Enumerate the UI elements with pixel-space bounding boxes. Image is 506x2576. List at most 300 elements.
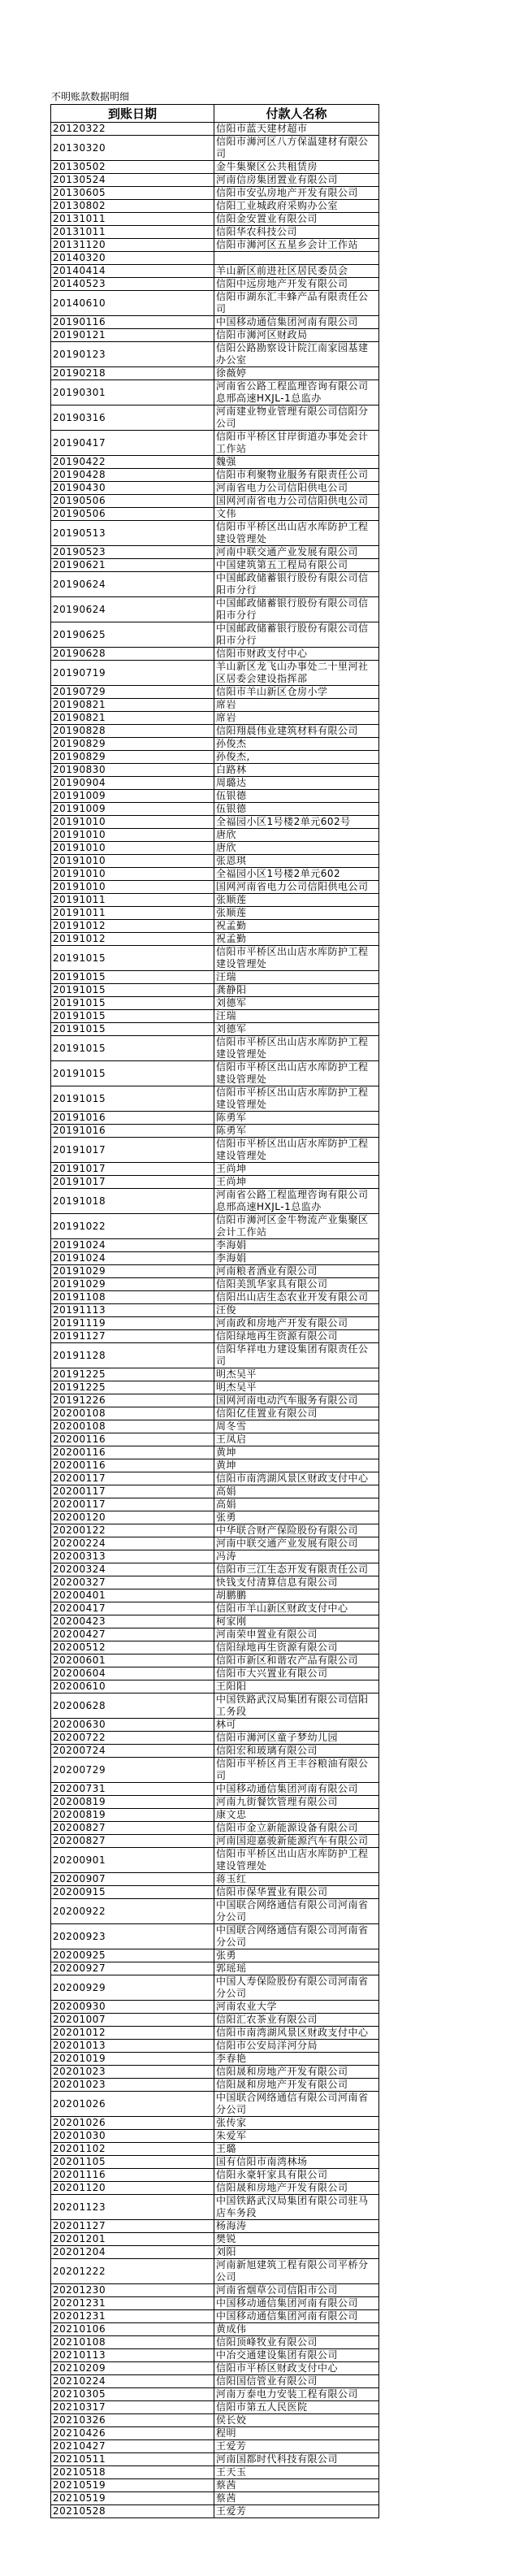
arrival-date-cell: 20200923 xyxy=(51,1924,214,1949)
arrival-date-cell: 20200604 xyxy=(51,1667,214,1680)
payer-name-cell: 张顺莲 xyxy=(214,894,379,907)
arrival-date-cell: 20201013 xyxy=(51,2040,214,2053)
payer-name-cell: 刘德军 xyxy=(214,1023,379,1036)
payer-name-cell: 中国移动通信集团河南有限公司 xyxy=(214,2310,379,2323)
table-row xyxy=(51,2414,379,2427)
arrival-date-cell: 20210113 xyxy=(51,2349,214,2362)
table-row xyxy=(51,1330,379,1343)
payer-name-cell: 樊锐 xyxy=(214,2233,379,2246)
table-row xyxy=(51,1628,379,1641)
arrival-date-cell: 20191024 xyxy=(51,1252,214,1265)
arrival-date-cell: 20200117 xyxy=(51,1485,214,1498)
arrival-date-cell: 20200224 xyxy=(51,1537,214,1550)
payer-name-cell: 信阳市三江生态开发有限责任公司 xyxy=(214,1563,379,1576)
table-row xyxy=(51,1550,379,1563)
arrival-date-cell: 20140610 xyxy=(51,291,214,316)
payer-name-cell: 高娟 xyxy=(214,1485,379,1498)
arrival-date-cell: 20200116 xyxy=(51,1446,214,1459)
payer-name-cell: 信阳市新区和谐农产品有限公司 xyxy=(214,1654,379,1667)
payer-name-cell: 信阳市南湾湖风景区财政支付中心 xyxy=(214,2027,379,2040)
payer-name-cell: 信阳市羊山新区财政支付中心 xyxy=(214,1602,379,1615)
payer-name-cell: 席岩 xyxy=(214,712,379,725)
arrival-date-cell: 20191018 xyxy=(51,1189,214,1214)
payer-name-cell: 王天玉 xyxy=(214,2466,379,2479)
arrival-date-cell: 20200117 xyxy=(51,1472,214,1485)
table-row xyxy=(51,1576,379,1589)
payer-name-cell: 信阳市平桥区出山店水库防护工程建设管理处 xyxy=(214,521,379,546)
table-row xyxy=(51,265,379,278)
arrival-date-cell: 20200827 xyxy=(51,1822,214,1835)
payer-name-cell: 王爱芳 xyxy=(214,2505,379,2518)
table-row xyxy=(51,1615,379,1628)
payer-name-cell: 徐薇婷 xyxy=(214,367,379,380)
arrival-date-cell: 20200117 xyxy=(51,1498,214,1511)
payer-name-cell: 信阳市平桥区出山店水库防护工程建设管理处 xyxy=(214,1061,379,1086)
payer-name-cell: 中国移动通信集团河南有限公司 xyxy=(214,316,379,329)
arrival-date-cell: 20200108 xyxy=(51,1407,214,1420)
table-row xyxy=(51,1394,379,1407)
table-row xyxy=(51,712,379,725)
table-row xyxy=(51,1086,379,1112)
table-row xyxy=(51,1343,379,1368)
arrival-date-cell: 20191015 xyxy=(51,984,214,997)
table-row xyxy=(51,1407,379,1420)
table-row xyxy=(51,1758,379,1783)
payer-name-cell: 全福园小区1号楼2单元602 xyxy=(214,868,379,881)
table-row xyxy=(51,790,379,803)
table-row xyxy=(51,2453,379,2466)
table-row xyxy=(51,1667,379,1680)
arrival-date-cell: 20201023 xyxy=(51,2079,214,2092)
arrival-date-cell: 20191128 xyxy=(51,1343,214,1368)
payer-name-cell: 河南万泰电力安装工程有限公司 xyxy=(214,2388,379,2401)
arrival-date-cell: 20191024 xyxy=(51,1239,214,1252)
payer-name-cell: 信阳国信管业有限公司 xyxy=(214,2375,379,2388)
arrival-date-cell: 20190218 xyxy=(51,367,214,380)
arrival-date-cell: 20201023 xyxy=(51,2066,214,2079)
payer-name-cell: 快钱支付清算信息有限公司 xyxy=(214,1576,379,1589)
payer-name-cell: 信阳市浉河区金牛物流产业集聚区会计工作站 xyxy=(214,1214,379,1239)
table-row xyxy=(51,2284,379,2297)
table-row xyxy=(51,1873,379,1886)
table-row xyxy=(51,1239,379,1252)
table-row xyxy=(51,367,379,380)
arrival-date-cell: 20190123 xyxy=(51,342,214,367)
arrival-date-cell: 20130320 xyxy=(51,136,214,161)
payer-name-cell: 祝孟勤 xyxy=(214,933,379,946)
payer-name-cell: 河南国迎嘉骏新能源汽车有限公司 xyxy=(214,1835,379,1848)
arrival-date-cell: 20191016 xyxy=(51,1125,214,1138)
payer-name-cell: 王尚坤 xyxy=(214,1163,379,1176)
arrival-date-cell: 20191010 xyxy=(51,816,214,829)
payer-name-cell: 王凤启 xyxy=(214,1433,379,1446)
payer-name-cell: 侯长姣 xyxy=(214,2414,379,2427)
payer-name-cell: 河南九街餐饮管理有限公司 xyxy=(214,1796,379,1809)
payer-name-cell: 河南中联交通产业发展有限公司 xyxy=(214,546,379,559)
table-row xyxy=(51,816,379,829)
table-row xyxy=(51,1835,379,1848)
payer-name-cell: 羊山新区前进社区居民委员会 xyxy=(214,265,379,278)
payer-name-cell: 蒋玉红 xyxy=(214,1873,379,1886)
arrival-date-cell: 20190506 xyxy=(51,508,214,521)
payer-name-cell: 信阳市平桥区出山店水库防护工程建设管理处 xyxy=(214,1086,379,1112)
table-row xyxy=(51,1036,379,1061)
arrival-date-cell: 20191017 xyxy=(51,1138,214,1163)
arrival-date-cell: 20131120 xyxy=(51,239,214,252)
arrival-date-cell: 20191010 xyxy=(51,855,214,868)
payer-name-cell: 伍银德 xyxy=(214,790,379,803)
table-row xyxy=(51,2195,379,2220)
table-row xyxy=(51,1368,379,1381)
arrival-date-cell: 20190821 xyxy=(51,712,214,725)
table-row xyxy=(51,1138,379,1163)
arrival-date-cell: 20191016 xyxy=(51,1112,214,1125)
table-row xyxy=(51,1278,379,1291)
payer-name-cell: 中国邮政储蓄银行股份有限公司信阳市分行 xyxy=(214,572,379,597)
arrival-date-cell: 20201019 xyxy=(51,2053,214,2066)
arrival-date-cell: 20191015 xyxy=(51,1010,214,1023)
arrival-date-cell: 20190624 xyxy=(51,572,214,597)
payer-name-cell: 国网河南电动汽车服务有限公司 xyxy=(214,1394,379,1407)
payer-name-cell: 魏强 xyxy=(214,456,379,469)
arrival-date-cell: 20190719 xyxy=(51,661,214,686)
arrival-date-cell: 20201120 xyxy=(51,2182,214,2195)
payer-name-cell: 信阳市平桥区肖王丰谷粮油有限公司 xyxy=(214,1758,379,1783)
payer-name-cell: 全福园小区1号楼2单元602号 xyxy=(214,816,379,829)
payer-name-cell: 信阳市财政支付中心 xyxy=(214,648,379,661)
table-row xyxy=(51,239,379,252)
payer-name-cell: 中国移动通信集团河南有限公司 xyxy=(214,2297,379,2310)
table-row xyxy=(51,559,379,572)
arrival-date-cell: 20210426 xyxy=(51,2427,214,2440)
arrival-date-cell: 20131011 xyxy=(51,213,214,226)
table-row xyxy=(51,842,379,855)
payer-name-cell: 河南省公路工程监理咨询有限公司息邢高速HXJL-1总监办 xyxy=(214,1189,379,1214)
payer-name-cell: 中国人寿保险股份有限公司河南省分公司 xyxy=(214,1975,379,2001)
payer-name-cell: 信阳市公安局洋河分局 xyxy=(214,2040,379,2053)
payer-name-cell: 祝孟勤 xyxy=(214,920,379,933)
table-row xyxy=(51,1010,379,1023)
table-row xyxy=(51,777,379,790)
arrival-date-cell: 20191010 xyxy=(51,842,214,855)
table-row xyxy=(51,1061,379,1086)
table-row xyxy=(51,316,379,329)
arrival-date-cell: 20200327 xyxy=(51,1576,214,1589)
table-row xyxy=(51,984,379,997)
arrival-date-cell: 20201102 xyxy=(51,2143,214,2156)
payer-name-cell: 王爱芳 xyxy=(214,2440,379,2453)
table-row xyxy=(51,1602,379,1615)
payer-name-cell: 王阳阳 xyxy=(214,1680,379,1693)
payer-name-cell: 李春艳 xyxy=(214,2053,379,2066)
table-row xyxy=(51,725,379,738)
table-row xyxy=(51,342,379,367)
table-row xyxy=(51,2505,379,2518)
table-row xyxy=(51,1809,379,1822)
arrival-date-cell: 20191015 xyxy=(51,1086,214,1112)
arrival-date-cell: 20190523 xyxy=(51,546,214,559)
arrival-date-cell: 20190830 xyxy=(51,764,214,777)
table-row xyxy=(51,2246,379,2259)
payer-name-cell: 高娟 xyxy=(214,1498,379,1511)
arrival-date-cell: 20191017 xyxy=(51,1176,214,1189)
arrival-date-cell: 20201116 xyxy=(51,2169,214,2182)
table-row xyxy=(51,1641,379,1654)
payer-name-cell: 康文忠 xyxy=(214,1809,379,1822)
table-row xyxy=(51,495,379,508)
arrival-date-cell: 20201230 xyxy=(51,2284,214,2297)
table-row xyxy=(51,1163,379,1176)
table-row xyxy=(51,482,379,495)
arrival-date-cell: 20190628 xyxy=(51,648,214,661)
payer-name-cell: 河南省电力公司信阳供电公司 xyxy=(214,482,379,495)
payer-name-cell: 张勇 xyxy=(214,1511,379,1524)
arrival-date-cell: 20201231 xyxy=(51,2310,214,2323)
table-row xyxy=(51,1472,379,1485)
table-row xyxy=(51,2092,379,2117)
table-row xyxy=(51,1189,379,1214)
table-row xyxy=(51,1252,379,1265)
payer-name-cell: 白路林 xyxy=(214,764,379,777)
arrival-date-cell: 20190904 xyxy=(51,777,214,790)
table-row xyxy=(51,1899,379,1924)
payer-name-cell xyxy=(214,252,379,265)
arrival-date-cell: 20200929 xyxy=(51,1975,214,2001)
payer-name-cell: 信阳晟和房地产开发有限公司 xyxy=(214,2182,379,2195)
payer-name-cell: 信阳华农科技公司 xyxy=(214,226,379,239)
payer-name-cell: 信阳工业城政府采购办公室 xyxy=(214,200,379,213)
arrival-date-cell: 20190828 xyxy=(51,725,214,738)
payer-name-cell: 信阳美凯华家具有限公司 xyxy=(214,1278,379,1291)
payer-name-cell: 王尚坤 xyxy=(214,1176,379,1189)
table-row xyxy=(51,1112,379,1125)
payer-name-cell: 信阳市浉河区五星乡会计工作站 xyxy=(214,239,379,252)
table-row xyxy=(51,855,379,868)
table-row xyxy=(51,252,379,265)
arrival-date-cell: 20200827 xyxy=(51,1835,214,1848)
table-row xyxy=(51,597,379,622)
payer-name-cell: 河南建业物业管理有限公司信阳分公司 xyxy=(214,405,379,431)
table-row xyxy=(51,1732,379,1745)
payer-name-cell: 国网河南省电力公司信阳供电公司 xyxy=(214,881,379,894)
table-row xyxy=(51,2492,379,2505)
payer-name-cell: 信阳市南湾湖风景区财政支付中心 xyxy=(214,1472,379,1485)
table-row xyxy=(51,1745,379,1758)
payer-name-cell: 中国联合网络通信有限公司河南省分公司 xyxy=(214,1924,379,1949)
arrival-date-cell: 20190829 xyxy=(51,751,214,764)
table-row xyxy=(51,187,379,200)
payer-name-cell: 周璐达 xyxy=(214,777,379,790)
arrival-date-cell: 20191010 xyxy=(51,881,214,894)
table-row xyxy=(51,2014,379,2027)
payer-name-cell: 中国移动通信集团河南有限公司 xyxy=(214,1783,379,1796)
payer-name-cell: 程明 xyxy=(214,2427,379,2440)
payer-name-cell: 信阳绿地再生资源有限公司 xyxy=(214,1641,379,1654)
arrival-date-cell: 20140414 xyxy=(51,265,214,278)
arrival-date-cell: 20210317 xyxy=(51,2401,214,2414)
arrival-date-cell: 20191029 xyxy=(51,1265,214,1278)
table-row xyxy=(51,1537,379,1550)
table-row xyxy=(51,1381,379,1394)
arrival-date-cell: 20190417 xyxy=(51,431,214,456)
payer-name-cell: 刘阳 xyxy=(214,2246,379,2259)
payer-name-cell: 信阳市浉河区财政局 xyxy=(214,329,379,342)
arrival-date-cell: 20210224 xyxy=(51,2375,214,2388)
arrival-date-cell: 20210519 xyxy=(51,2479,214,2492)
table-row xyxy=(51,1563,379,1576)
table-row xyxy=(51,1693,379,1719)
arrival-date-cell: 20200927 xyxy=(51,1962,214,1975)
payer-name-cell: 河南信房集团置业有限公司 xyxy=(214,174,379,187)
arrival-date-cell: 20190506 xyxy=(51,495,214,508)
table-row xyxy=(51,2182,379,2195)
table-row xyxy=(51,456,379,469)
table-row xyxy=(51,1848,379,1873)
payer-name-cell: 信阳市大兴置业有限公司 xyxy=(214,1667,379,1680)
table-row xyxy=(51,2001,379,2014)
payer-name-cell: 河南新旭建筑工程有限公司平桥分公司 xyxy=(214,2259,379,2284)
payer-name-cell: 明杰吴平 xyxy=(214,1368,379,1381)
payer-name-cell: 中华联合财产保险股份有限公司 xyxy=(214,1524,379,1537)
arrival-date-cell: 20190301 xyxy=(51,380,214,405)
table-row xyxy=(51,1796,379,1809)
arrival-date-cell: 20191108 xyxy=(51,1291,214,1304)
payer-name-cell: 国网河南省电力公司信阳供电公司 xyxy=(214,495,379,508)
table-row xyxy=(51,2040,379,2053)
payer-name-cell: 唐欣 xyxy=(214,829,379,842)
payer-name-cell: 信阳市浉河区八方保温建材有限公司 xyxy=(214,136,379,161)
arrival-date-cell: 20200610 xyxy=(51,1680,214,1693)
payer-name-cell: 郭瑶瑶 xyxy=(214,1962,379,1975)
table-row xyxy=(51,2440,379,2453)
payer-name-cell: 蔡茜 xyxy=(214,2492,379,2505)
table-row xyxy=(51,829,379,842)
payer-name-cell: 席岩 xyxy=(214,699,379,712)
table-row xyxy=(51,1589,379,1602)
table-row xyxy=(51,868,379,881)
table-row xyxy=(51,200,379,213)
table-row xyxy=(51,469,379,482)
payer-name-cell: 中冶交通建设集团有限公司 xyxy=(214,2349,379,2362)
table-row xyxy=(51,2466,379,2479)
arrival-date-cell: 20190316 xyxy=(51,405,214,431)
table-row xyxy=(51,1680,379,1693)
arrival-date-cell: 20191017 xyxy=(51,1163,214,1176)
payer-name-cell: 信阳市平桥区出山店水库防护工程建设管理处 xyxy=(214,1848,379,1873)
payer-name-cell: 陈勇军 xyxy=(214,1125,379,1138)
payer-name-cell: 冯涛 xyxy=(214,1550,379,1563)
arrival-date-cell: 20190621 xyxy=(51,559,214,572)
table-row xyxy=(51,2259,379,2284)
payer-name-cell: 信阳晟和房地产开发有限公司 xyxy=(214,2079,379,2092)
payments-table xyxy=(50,104,379,2518)
table-row xyxy=(51,946,379,971)
arrival-date-cell: 20190430 xyxy=(51,482,214,495)
table-row xyxy=(51,1420,379,1433)
table-row xyxy=(51,1485,379,1498)
payer-name-cell: 羊山新区龙飞山办事处二十里河社区居委会建设指挥部 xyxy=(214,661,379,686)
table-row xyxy=(51,1783,379,1796)
table-row xyxy=(51,291,379,316)
arrival-date-cell: 20200630 xyxy=(51,1719,214,1732)
arrival-date-cell: 20210519 xyxy=(51,2492,214,2505)
arrival-date-cell: 20191015 xyxy=(51,997,214,1010)
arrival-date-cell: 20201231 xyxy=(51,2297,214,2310)
payer-name-cell: 信阳绿地再生资源有限公司 xyxy=(214,1330,379,1343)
payer-name-cell: 信阳华祥电力建设集团有限责任公司 xyxy=(214,1343,379,1368)
table-row xyxy=(51,278,379,291)
payer-name-cell: 信阳市浉河区童子梦幼儿园 xyxy=(214,1732,379,1745)
payer-name-cell: 信阳市金立新能源设备有限公司 xyxy=(214,1822,379,1835)
table-row xyxy=(51,2375,379,2388)
arrival-date-cell: 20200108 xyxy=(51,1420,214,1433)
arrival-date-cell: 20191011 xyxy=(51,907,214,920)
table-row xyxy=(51,546,379,559)
table-row xyxy=(51,1886,379,1899)
table-row xyxy=(51,907,379,920)
payer-name-cell: 中国建筑第五工程局有限公司 xyxy=(214,559,379,572)
table-row xyxy=(51,920,379,933)
payer-name-cell: 中国邮政储蓄银行股份有限公司信阳市分行 xyxy=(214,622,379,648)
table-row xyxy=(51,521,379,546)
arrival-date-cell: 20200116 xyxy=(51,1433,214,1446)
payer-name-cell: 信阳市利聚物业服务有限责任公司 xyxy=(214,469,379,482)
table-row xyxy=(51,1304,379,1317)
table-row xyxy=(51,622,379,648)
arrival-date-cell: 20200120 xyxy=(51,1511,214,1524)
payer-name-cell: 信阳公路勘察设计院江南家园基建办公室 xyxy=(214,342,379,367)
payer-name-cell: 中国铁路武汉局集团有限公司信阳工务段 xyxy=(214,1693,379,1719)
payer-name-cell: 龚静阳 xyxy=(214,984,379,997)
payer-name-cell: 信阳市蓝天建材超市 xyxy=(214,123,379,136)
arrival-date-cell: 20210427 xyxy=(51,2440,214,2453)
arrival-date-cell: 20200122 xyxy=(51,1524,214,1537)
table-row xyxy=(51,1524,379,1537)
arrival-date-cell: 20191015 xyxy=(51,1036,214,1061)
table-row xyxy=(51,2130,379,2143)
arrival-date-cell: 20200628 xyxy=(51,1693,214,1719)
payer-name-cell: 信阳市平桥区出山店水库防护工程建设管理处 xyxy=(214,1138,379,1163)
table-row xyxy=(51,1719,379,1732)
payer-name-cell: 金牛集聚区公共租赁房 xyxy=(214,161,379,174)
table-row xyxy=(51,2323,379,2336)
table-row xyxy=(51,803,379,816)
arrival-date-cell: 20201012 xyxy=(51,2027,214,2040)
header-payer-name: 付款人名称 xyxy=(214,105,379,123)
arrival-date-cell: 20200930 xyxy=(51,2001,214,2014)
table-row xyxy=(51,1214,379,1239)
arrival-date-cell: 20200427 xyxy=(51,1628,214,1641)
payer-name-cell: 唐欣 xyxy=(214,842,379,855)
arrival-date-cell: 20191225 xyxy=(51,1381,214,1394)
arrival-date-cell: 20190821 xyxy=(51,699,214,712)
arrival-date-cell: 20190625 xyxy=(51,622,214,648)
table-row xyxy=(51,2362,379,2375)
payer-name-cell: 中国邮政储蓄银行股份有限公司信阳市分行 xyxy=(214,597,379,622)
arrival-date-cell: 20201105 xyxy=(51,2156,214,2169)
arrival-date-cell: 20200819 xyxy=(51,1796,214,1809)
payer-name-cell: 信阳翔晨伟业建筑材料有限公司 xyxy=(214,725,379,738)
payer-name-cell: 张勇 xyxy=(214,1949,379,1962)
payer-name-cell: 信阳市平桥区出山店水库防护工程建设管理处 xyxy=(214,946,379,971)
arrival-date-cell: 20200722 xyxy=(51,1732,214,1745)
table-row xyxy=(51,174,379,187)
arrival-date-cell: 20200724 xyxy=(51,1745,214,1758)
arrival-date-cell: 20140320 xyxy=(51,252,214,265)
payer-name-cell: 张传家 xyxy=(214,2117,379,2130)
arrival-date-cell: 20201026 xyxy=(51,2092,214,2117)
payer-name-cell: 伍银德 xyxy=(214,803,379,816)
